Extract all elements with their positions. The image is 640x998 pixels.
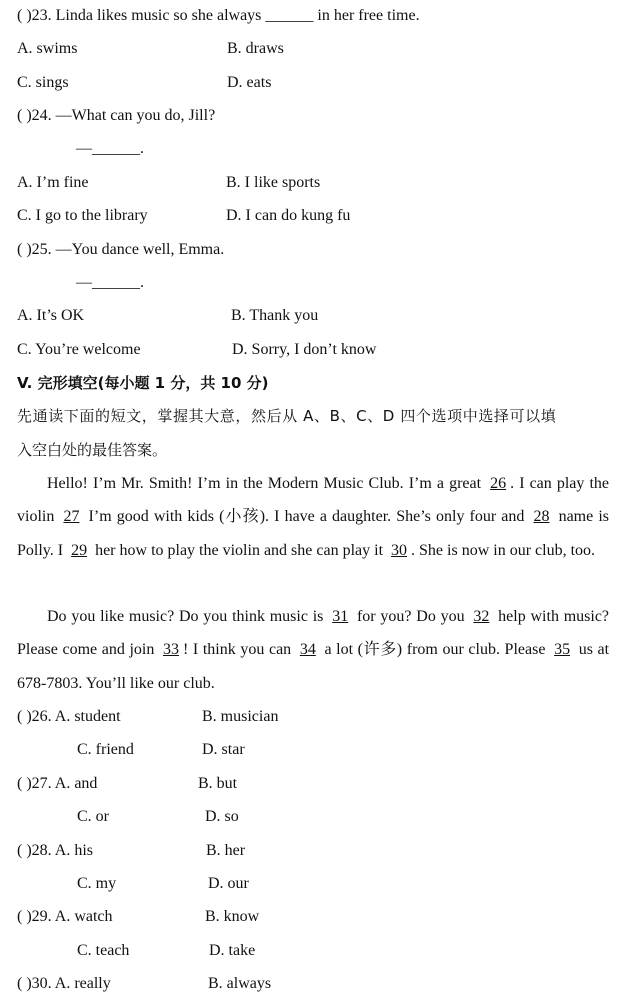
blank-31: 31 <box>332 608 349 625</box>
passage-text: Do you like music? Do you think music is <box>47 608 324 625</box>
blank-34: 34 <box>299 641 316 659</box>
question-27-stem: ( )27. A. and <box>17 775 98 792</box>
question-24-stem: ( )24. —What can you do, Jill? <box>17 107 216 124</box>
question-25-option-a: A. It’s OK <box>17 307 85 324</box>
passage-text: a lot (许多) from our club. Please <box>324 641 546 659</box>
question-26-option-b: B. musician <box>202 708 279 725</box>
question-30-stem: ( )30. A. really <box>17 975 111 992</box>
question-25-option-c: C. You’re welcome <box>17 341 141 358</box>
blank-26: 26 <box>490 475 507 492</box>
question-29-stem: ( )29. A. watch <box>17 908 113 925</box>
question-29-option-b: B. know <box>205 908 260 925</box>
blank-35: 35 <box>554 641 571 659</box>
question-25-option-d: D. Sorry, I don’t know <box>232 341 377 358</box>
question-28-stem: ( )28. A. his <box>17 842 93 859</box>
question-26-option-d: D. star <box>202 741 245 758</box>
passage-text: help with music? Please come and join <box>17 608 610 659</box>
question-29-option-c: C. teach <box>77 942 130 959</box>
section-instruction-line-1: 先通读下面的短文，掌握其大意，然后从 A、B、C、D 四个选项中选择可以填 <box>17 407 557 425</box>
blank-29: 29 <box>71 541 88 559</box>
passage-text: for you? Do you <box>356 608 465 625</box>
passage-paragraph-2 <box>17 600 609 700</box>
passage-paragraph-1 <box>17 467 609 567</box>
passage-text: . I can play the violin <box>17 475 610 526</box>
question-23-option-d: D. eats <box>227 74 272 91</box>
question-27-option-d: D. so <box>205 808 239 825</box>
question-26-stem: ( )26. A. student <box>17 708 121 725</box>
question-24-option-a: A. I’m fine <box>17 174 89 191</box>
passage-text: I’m good with kids (小孩). I have a daughter. She’s only four and <box>88 508 525 526</box>
question-29-option-d: D. take <box>209 942 256 959</box>
question-24-reply: —______. <box>76 140 144 157</box>
question-30-option-b: B. always <box>208 975 272 992</box>
question-23-option-a: A. swims <box>17 40 78 57</box>
blank-27: 27 <box>63 508 80 526</box>
question-25-reply: —______. <box>76 274 144 291</box>
question-24-option-c: C. I go to the library <box>17 207 148 224</box>
blank-30: 30 <box>391 541 408 559</box>
question-27-option-b: B. but <box>198 775 238 792</box>
question-28-option-b: B. her <box>206 842 246 859</box>
passage-text: Hello! I’m Mr. Smith! I’m in the Modern Music Club. I’m a great <box>47 475 482 492</box>
question-28-option-c: C. my <box>77 875 117 892</box>
passage-text: . She is now in our club, too. <box>411 541 596 559</box>
question-26-option-c: C. friend <box>77 741 134 758</box>
question-25-option-b: B. Thank you <box>231 307 319 324</box>
passage-text: us at 678-7803. You’ll like our club. <box>17 641 610 692</box>
question-24-option-b: B. I like sports <box>226 174 321 191</box>
question-28-option-d: D. our <box>208 875 249 892</box>
question-23-option-b: B. draws <box>227 40 284 57</box>
question-23-stem: ( )23. Linda likes music so she always ______ in her free time. <box>17 7 420 24</box>
section-instruction-line-2: 入空白处的最佳答案。 <box>17 441 168 459</box>
question-23-option-c: C. sings <box>17 74 69 91</box>
blank-32: 32 <box>473 608 490 625</box>
passage-text: name is Polly. I <box>17 508 609 559</box>
blank-28: 28 <box>533 508 550 526</box>
passage-text: ! I think you can <box>182 641 292 659</box>
blank-33: 33 <box>162 641 179 659</box>
passage-text: her how to play the violin and she can play it <box>95 541 384 559</box>
question-27-option-c: C. or <box>77 808 109 825</box>
section-heading: V. 完形填空(每小题 1 分，共 10 分) <box>17 374 269 392</box>
question-24-option-d: D. I can do kung fu <box>226 207 351 224</box>
question-25-stem: ( )25. —You dance well, Emma. <box>17 241 225 258</box>
